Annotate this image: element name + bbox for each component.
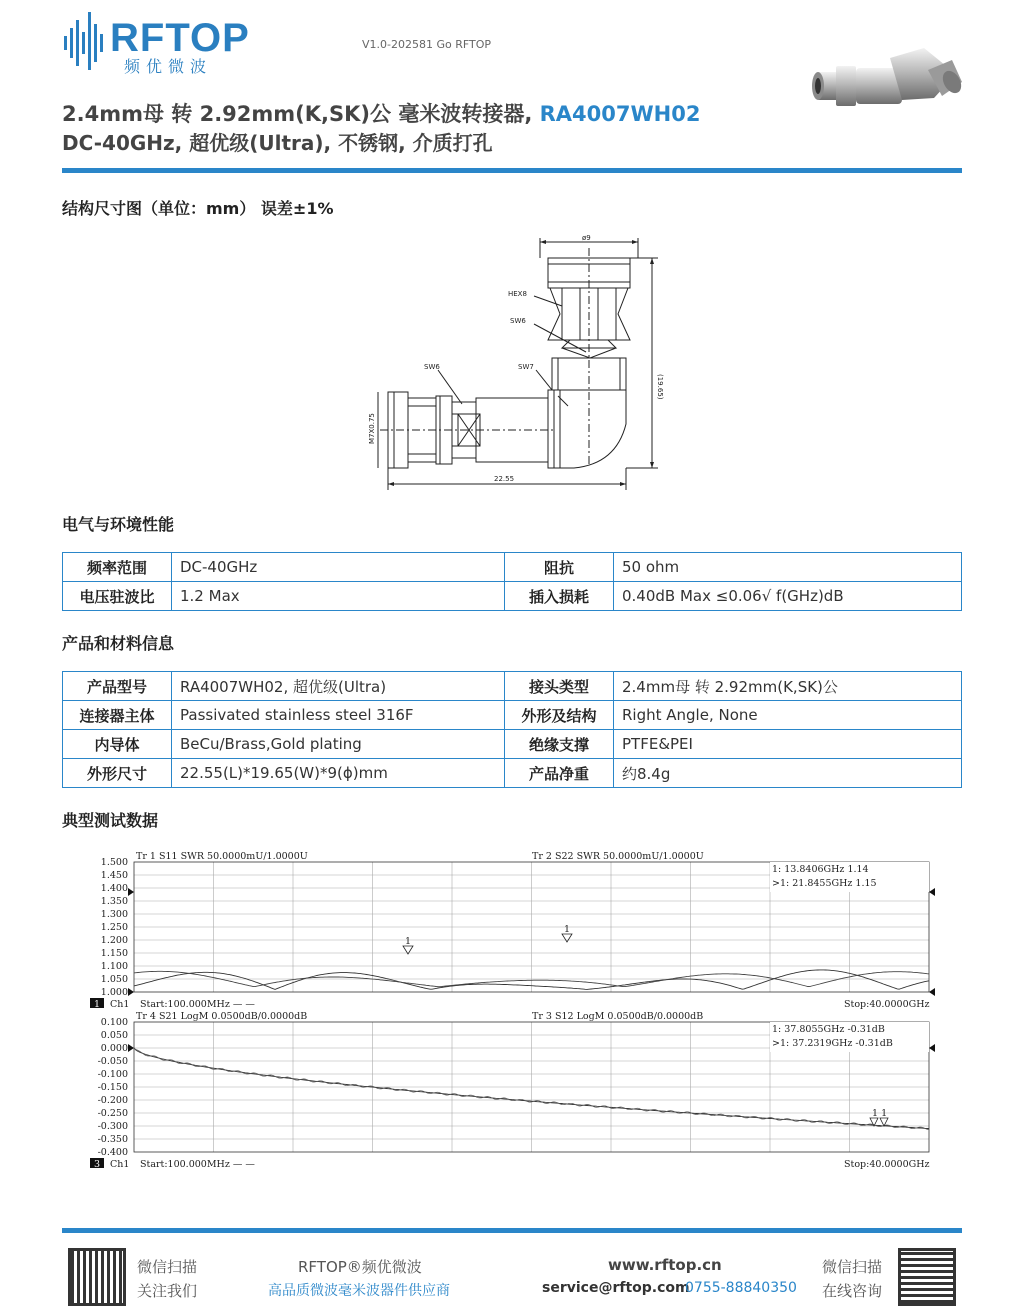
dim-sw7: SW7 bbox=[518, 363, 534, 371]
y-tick-label: -0.400 bbox=[97, 1147, 128, 1158]
version-text: V1.0-202581 Go RFTOP bbox=[362, 38, 492, 51]
plot1-start: Start:100.000MHz — — bbox=[140, 999, 255, 1010]
table-value: BeCu/Brass,Gold plating bbox=[172, 730, 505, 759]
y-tick-label: 1.350 bbox=[100, 896, 128, 907]
table-key: 频率范围 bbox=[63, 553, 172, 582]
table-key: 接头类型 bbox=[505, 672, 614, 701]
y-tick-label: 1.100 bbox=[100, 961, 128, 972]
plot2-marker2: >1: 37.2319GHz -0.31dB bbox=[772, 1038, 893, 1049]
y-tick-label: 1.500 bbox=[100, 857, 128, 868]
dim-sw6-top: SW6 bbox=[510, 317, 526, 325]
y-tick-label: 1.150 bbox=[100, 948, 128, 959]
footer-wechat-scan-2: 微信扫描 bbox=[822, 1258, 883, 1276]
plot1-trace1-label: Tr 1 S11 SWR 50.0000mU/1.0000U bbox=[136, 851, 308, 862]
dim-length: 22.55 bbox=[494, 475, 515, 483]
product-title-line1 bbox=[62, 98, 700, 128]
footer-brand: RFTOP®频优微波 bbox=[298, 1258, 422, 1276]
table-key: 连接器主体 bbox=[63, 701, 172, 730]
y-tick-label: 0.050 bbox=[100, 1030, 128, 1041]
plot2-channel-num: 3 bbox=[94, 1159, 101, 1170]
table-key: 绝缘支撑 bbox=[505, 730, 614, 759]
model-number: RA4007WH02 bbox=[539, 102, 701, 126]
qr-code-follow-icon bbox=[68, 1248, 126, 1306]
y-tick-label: 1.450 bbox=[100, 870, 128, 881]
plot2-stop: Stop:40.0000GHz bbox=[844, 1159, 930, 1170]
table-row bbox=[63, 582, 962, 611]
table-value: Right Angle, None bbox=[614, 701, 962, 730]
footer-consult: 在线咨询 bbox=[822, 1282, 883, 1300]
marker-icon bbox=[562, 934, 572, 942]
table-row bbox=[63, 553, 962, 582]
table-value: 0.40dB Max ≤0.06√ f(GHz)dB bbox=[614, 582, 962, 611]
table-key: 外形尺寸 bbox=[63, 759, 172, 788]
svg-text:1: 1 bbox=[564, 924, 571, 935]
table-key: 产品型号 bbox=[63, 672, 172, 701]
table-row bbox=[63, 759, 962, 788]
plot2-marker1: 1: 37.8055GHz -0.31dB bbox=[772, 1024, 885, 1035]
title-prefix: 2.4mm母 转 2.92mm(K,SK)公 毫米波转接器, bbox=[62, 102, 540, 126]
table-value: 22.55(L)*19.65(W)*9(ϕ)mm bbox=[172, 759, 505, 788]
footer-divider bbox=[62, 1228, 962, 1233]
logo-chinese: 频优微波 bbox=[124, 57, 213, 76]
y-tick-label: -0.300 bbox=[97, 1121, 128, 1132]
plot2-channel: Ch1 bbox=[110, 1159, 130, 1170]
plot1-marker2: >1: 21.8455GHz 1.15 bbox=[772, 878, 877, 889]
y-tick-label: 0.000 bbox=[100, 1043, 128, 1054]
footer-email[interactable]: service@rftop.com bbox=[542, 1280, 690, 1296]
plot1-trace2-label: Tr 2 S22 SWR 50.0000mU/1.0000U bbox=[532, 851, 704, 862]
plot1-stop: Stop:40.0000GHz bbox=[844, 999, 930, 1010]
y-tick-label: -0.200 bbox=[97, 1095, 128, 1106]
plot2-start: Start:100.000MHz — — bbox=[140, 1159, 255, 1170]
drawing-heading: 结构尺寸图（单位：mm） 误差±1% bbox=[62, 199, 334, 218]
table-value: Passivated stainless steel 316F bbox=[172, 701, 505, 730]
y-tick-label: 1.250 bbox=[100, 922, 128, 933]
dimension-drawing bbox=[340, 228, 680, 498]
dim-hex: HEX8 bbox=[508, 290, 527, 298]
table-value: PTFE&PEI bbox=[614, 730, 962, 759]
table-key: 插入损耗 bbox=[505, 582, 614, 611]
test-plots bbox=[60, 846, 940, 1176]
table-key: 内导体 bbox=[63, 730, 172, 759]
table-row bbox=[63, 672, 962, 701]
dim-height: (19.65) bbox=[656, 374, 664, 400]
table-value: 50 ohm bbox=[614, 553, 962, 582]
dim-diameter: ø9 bbox=[582, 234, 591, 242]
footer-wechat-scan-1: 微信扫描 bbox=[137, 1258, 198, 1276]
header-divider bbox=[62, 168, 962, 173]
table-key: 电压驻波比 bbox=[63, 582, 172, 611]
electrical-table bbox=[62, 552, 962, 611]
plot1-channel: Ch1 bbox=[110, 999, 130, 1010]
electrical-heading: 电气与环境性能 bbox=[62, 515, 175, 534]
product-title-line2: DC-40GHz, 超优级(Ultra), 不锈钢, 介质打孔 bbox=[62, 131, 493, 155]
table-value: 2.4mm母 转 2.92mm(K,SK)公 bbox=[614, 672, 962, 701]
y-tick-label: -0.100 bbox=[97, 1069, 128, 1080]
y-tick-label: -0.350 bbox=[97, 1134, 128, 1145]
y-tick-label: 1.300 bbox=[100, 909, 128, 920]
product-heading: 产品和材料信息 bbox=[62, 634, 175, 653]
table-value: DC-40GHz bbox=[172, 553, 505, 582]
dim-thread: M7X0.75 bbox=[368, 413, 376, 444]
svg-text:1: 1 bbox=[405, 936, 412, 947]
qr-code-consult-icon bbox=[898, 1248, 956, 1306]
footer-slogan: 高品质微波毫米波器件供应商 bbox=[268, 1283, 450, 1299]
footer-phone: 0755-88840350 bbox=[685, 1280, 797, 1296]
plot2-trace3-label: Tr 3 S12 LogM 0.0500dB/0.0000dB bbox=[532, 1011, 704, 1022]
logo-wordmark: RFTOP bbox=[110, 16, 250, 60]
table-value: RA4007WH02, 超优级(Ultra) bbox=[172, 672, 505, 701]
table-key: 产品净重 bbox=[505, 759, 614, 788]
plot1-channel-num: 1 bbox=[94, 999, 101, 1010]
table-value: 约8.4g bbox=[614, 759, 962, 788]
table-row bbox=[63, 701, 962, 730]
footer-website[interactable]: www.rftop.cn bbox=[608, 1256, 722, 1274]
y-tick-label: 1.000 bbox=[100, 987, 128, 998]
product-table bbox=[62, 671, 962, 788]
y-tick-label: 1.200 bbox=[100, 935, 128, 946]
y-tick-label: 1.050 bbox=[100, 974, 128, 985]
plot1-marker1: 1: 13.8406GHz 1.14 bbox=[772, 864, 869, 875]
plot2-trace4-label: Tr 4 S21 LogM 0.0500dB/0.0000dB bbox=[136, 1011, 308, 1022]
y-tick-label: 1.400 bbox=[100, 883, 128, 894]
svg-text:1 1: 1 1 bbox=[872, 1108, 888, 1119]
dim-sw6-left: SW6 bbox=[424, 363, 440, 371]
table-row bbox=[63, 730, 962, 759]
y-tick-label: 0.100 bbox=[100, 1017, 128, 1028]
logo-waveform-icon bbox=[62, 10, 110, 70]
y-tick-label: -0.150 bbox=[97, 1082, 128, 1093]
table-key: 外形及结构 bbox=[505, 701, 614, 730]
y-tick-label: -0.250 bbox=[97, 1108, 128, 1119]
table-value: 1.2 Max bbox=[172, 582, 505, 611]
footer-follow: 关注我们 bbox=[137, 1282, 198, 1300]
y-tick-label: -0.050 bbox=[97, 1056, 128, 1067]
product-photo bbox=[806, 40, 966, 120]
test-heading: 典型测试数据 bbox=[62, 811, 159, 830]
table-key: 阻抗 bbox=[505, 553, 614, 582]
